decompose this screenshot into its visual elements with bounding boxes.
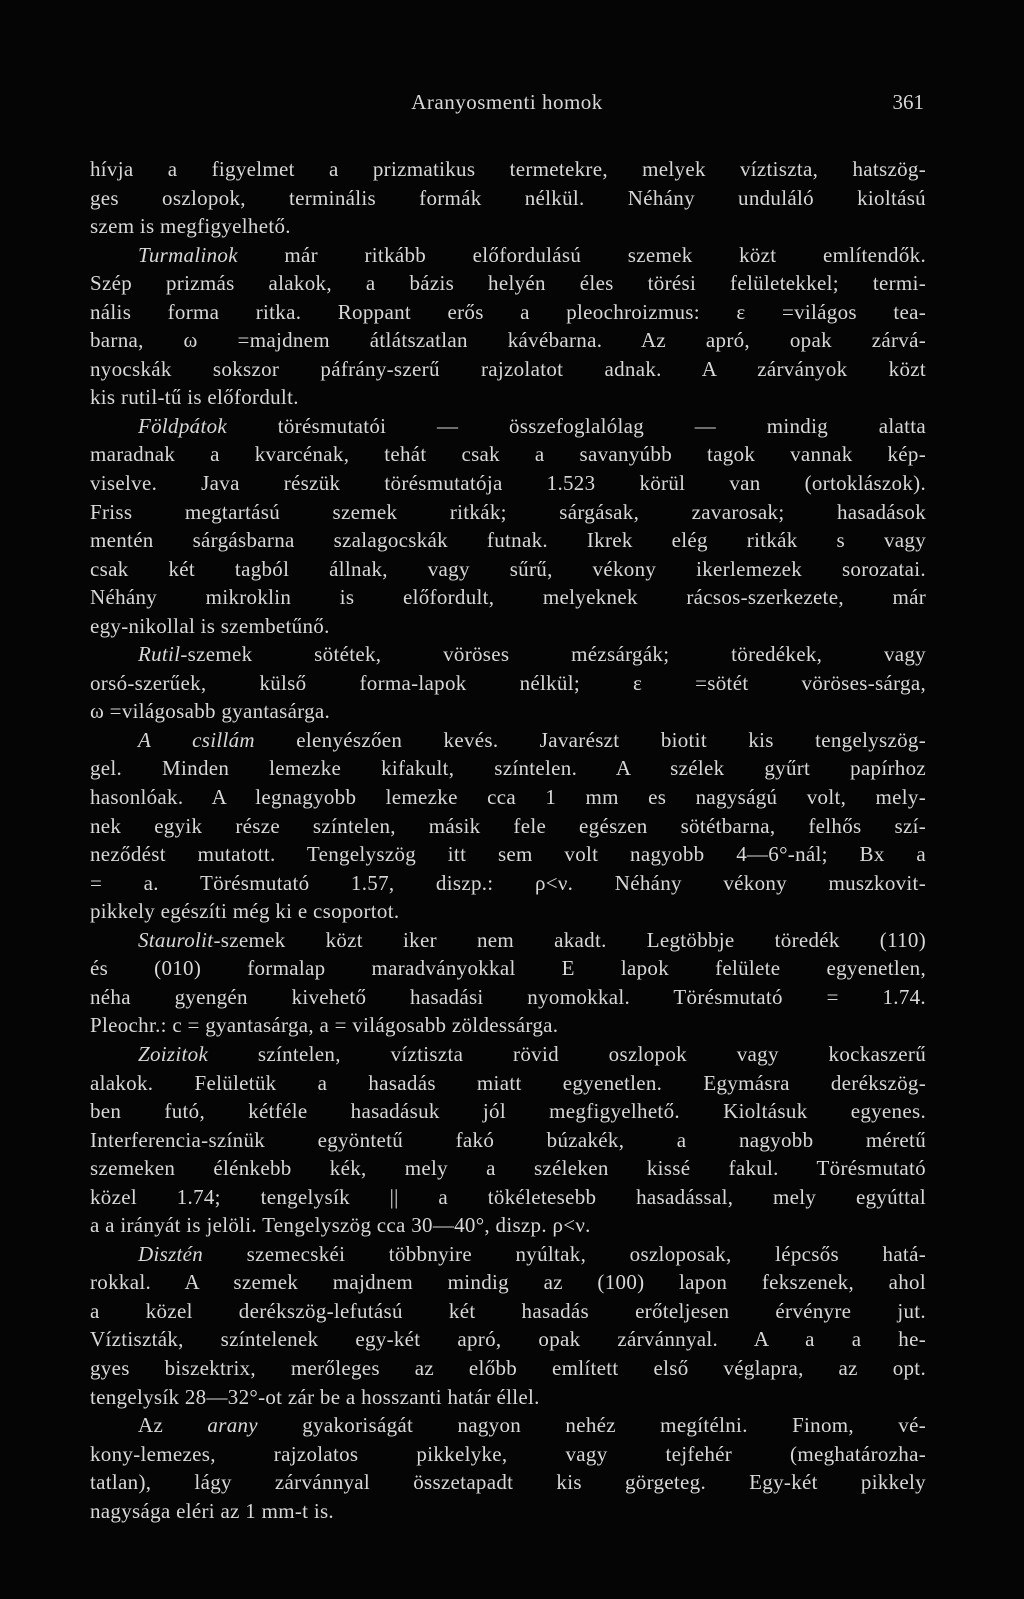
text-line bbox=[90, 754, 926, 783]
text-line bbox=[90, 1240, 926, 1269]
text-line bbox=[90, 1211, 926, 1240]
italic-term: A csillám bbox=[138, 727, 255, 752]
text-line bbox=[90, 212, 926, 241]
text-line bbox=[90, 555, 926, 584]
text-line bbox=[90, 469, 926, 498]
text-line bbox=[90, 869, 926, 898]
text-span: nek egyik része színtelen, másik fele egészen sötétbarna, felhős szí- bbox=[90, 813, 926, 838]
text-line bbox=[90, 1040, 926, 1069]
paragraph bbox=[90, 412, 926, 640]
text-line bbox=[90, 1268, 926, 1297]
text-span: nagysága eléri az 1 mm-t is. bbox=[90, 1498, 334, 1523]
body-text bbox=[90, 155, 926, 1525]
text-span: gyes biszektrix, merőleges az előbb említett első véglapra, az opt. bbox=[90, 1355, 926, 1380]
text-line bbox=[90, 1126, 926, 1155]
text-line bbox=[90, 783, 926, 812]
italic-term: Földpátok bbox=[138, 413, 228, 438]
text-line bbox=[90, 1440, 926, 1469]
text-span: kony-lemezes, rajzolatos pikkelyke, vagy tejfehér (meghatározha- bbox=[90, 1441, 926, 1466]
text-line bbox=[90, 697, 926, 726]
text-span: törésmutatói — összefoglalólag — mindig alatta bbox=[227, 413, 926, 438]
text-line bbox=[90, 184, 926, 213]
italic-term: arany bbox=[207, 1413, 258, 1438]
text-span: színtelen, víztiszta rövid oszlopok vagy kockaszerű bbox=[208, 1041, 926, 1066]
text-span: = a. Törésmutató 1.57, diszp.: ρ<ν. Néhány vékony muszkovit- bbox=[90, 870, 926, 895]
text-span: és (010) formalap maradványokkal E lapok felülete egyenetlen, bbox=[90, 956, 926, 981]
text-span: nyocskák sokszor páfrány-szerű rajzolatot adnak. A zárványok közt bbox=[90, 356, 926, 381]
text-line bbox=[90, 1354, 926, 1383]
text-span: egy-nikollal is szembetűnő. bbox=[90, 613, 330, 638]
paragraph bbox=[90, 241, 926, 412]
italic-term: Staurolit bbox=[138, 927, 214, 952]
text-line bbox=[90, 269, 926, 298]
text-span: ω =világosabb gyantasárga. bbox=[90, 699, 331, 724]
text-line bbox=[90, 1011, 926, 1040]
text-span: szemecskéi többnyire nyúltak, oszloposak, lépcsős hatá- bbox=[203, 1241, 926, 1266]
text-span: kis rutil-tű is előfordult. bbox=[90, 385, 299, 410]
text-line bbox=[90, 355, 926, 384]
text-span: tatlan), lágy zárvánnyal összetapadt kis görgeteg. Egy-két pikkely bbox=[90, 1470, 926, 1495]
paragraph bbox=[90, 926, 926, 1040]
text-span: néha gyengén kivehető hasadási nyomokkal. Törésmutató = 1.74. bbox=[90, 984, 926, 1009]
text-span: viselve. Java részük törésmutatója 1.523 körül van (ortoklászok). bbox=[90, 471, 926, 496]
text-span: Az bbox=[138, 1413, 208, 1438]
text-span: szem is megfigyelhető. bbox=[90, 214, 291, 239]
text-span: a közel derékszög-lefutású két hasadás erőteljesen érvényre jut. bbox=[90, 1298, 926, 1323]
text-line bbox=[90, 1069, 926, 1098]
text-span: rokkal. A szemek majdnem mindig az (100) lapon fekszenek, ahol bbox=[90, 1270, 926, 1295]
text-span: a a irányát is jelöli. Tengelyszög cca 30—40°, diszp. ρ<ν. bbox=[90, 1213, 591, 1238]
paragraph bbox=[90, 1040, 926, 1240]
text-line bbox=[90, 612, 926, 641]
text-line bbox=[90, 726, 926, 755]
text-span: pikkely egészíti még ki e csoportot. bbox=[90, 899, 400, 924]
text-line bbox=[90, 1325, 926, 1354]
text-line bbox=[90, 326, 926, 355]
text-line bbox=[90, 1183, 926, 1212]
text-line bbox=[90, 954, 926, 983]
text-span: maradnak a kvarcénak, tehát csak a savanyúbb tagok vannak kép- bbox=[90, 442, 926, 467]
text-line bbox=[90, 1154, 926, 1183]
text-line bbox=[90, 583, 926, 612]
text-line bbox=[90, 412, 926, 441]
italic-term: Disztén bbox=[138, 1241, 204, 1266]
italic-term: Turmalinok bbox=[138, 242, 238, 267]
text-line bbox=[90, 640, 926, 669]
text-span: -szemek sötétek, vöröses mézsárgák; töredékek, vagy bbox=[180, 642, 926, 667]
text-span: gyakoriságát nagyon nehéz megítélni. Finom, vé- bbox=[257, 1413, 926, 1438]
text-span: csak két tagból állnak, vagy sűrű, vékony ikerlemezek sorozatai. bbox=[90, 556, 926, 581]
text-span: Szép prizmás alakok, a bázis helyén éles törési felületekkel; termi- bbox=[90, 271, 926, 296]
text-span: -szemek közt iker nem akadt. Legtöbbje töredék (110) bbox=[213, 927, 926, 952]
text-line bbox=[90, 983, 926, 1012]
text-line bbox=[90, 1468, 926, 1497]
text-line bbox=[90, 840, 926, 869]
text-line bbox=[90, 298, 926, 327]
italic-term: Zoizitok bbox=[138, 1041, 209, 1066]
text-span: közel 1.74; tengelysík || a tökéletesebb hasadással, mely egyúttal bbox=[90, 1184, 926, 1209]
text-span: nális forma ritka. Roppant erős a pleochroizmus: ε =világos tea- bbox=[90, 299, 926, 324]
text-span: tengelysík 28—32°-ot zár be a hosszanti határ éllel. bbox=[90, 1384, 540, 1409]
text-span: Friss megtartású szemek ritkák; sárgásak, zavarosak; hasadások bbox=[90, 499, 926, 524]
text-span: gel. Minden lemezke kifakult, színtelen. A szélek gyűrt papírhoz bbox=[90, 756, 926, 781]
text-span: hasonlóak. A legnagyobb lemezke cca 1 mm es nagyságú volt, mely- bbox=[90, 785, 926, 810]
text-span: Víztiszták, színtelenek egy-két apró, opak zárvánnyal. A a a he- bbox=[90, 1327, 926, 1352]
text-line bbox=[90, 155, 926, 184]
text-span: neződést mutatott. Tengelyszög itt sem volt nagyobb 4—6°-nál; Bx a bbox=[90, 842, 926, 867]
text-line bbox=[90, 897, 926, 926]
text-span: szemeken élénkebb kék, mely a széleken kissé fakul. Törésmutató bbox=[90, 1156, 926, 1181]
running-title: Aranyosmenti homok bbox=[411, 90, 603, 114]
text-line bbox=[90, 1383, 926, 1412]
text-line bbox=[90, 241, 926, 270]
text-span: elenyészően kevés. Javarészt biotit kis tengelyszög- bbox=[254, 727, 927, 752]
page-header bbox=[90, 90, 924, 120]
paragraph bbox=[90, 726, 926, 926]
text-span: Néhány mikroklin is előfordult, melyeknek rácsos-szerkezete, már bbox=[90, 585, 926, 610]
text-span: orsó-szerűek, külső forma-lapok nélkül; ε =sötét vöröses-sárga, bbox=[90, 670, 926, 695]
text-span: ben futó, kétféle hasadásuk jól megfigyelhető. Kioltásuk egyenes. bbox=[90, 1099, 926, 1124]
text-line bbox=[90, 440, 926, 469]
text-line bbox=[90, 1097, 926, 1126]
text-line bbox=[90, 383, 926, 412]
text-line bbox=[90, 1411, 926, 1440]
text-span: ges oszlopok, terminális formák nélkül. Néhány unduláló kioltású bbox=[90, 185, 926, 210]
paragraph bbox=[90, 155, 926, 241]
text-span: már ritkább előfordulású szemek közt említendők. bbox=[237, 242, 926, 267]
paragraph bbox=[90, 1411, 926, 1525]
text-span: mentén sárgásbarna szalagocskák futnak. Ikrek elég ritkák s vagy bbox=[90, 528, 926, 553]
italic-term: Rutil bbox=[138, 642, 181, 667]
text-span: Pleochr.: c = gyantasárga, a = világosabb zöldessárga. bbox=[90, 1013, 559, 1038]
text-line bbox=[90, 812, 926, 841]
text-line bbox=[90, 1297, 926, 1326]
text-line bbox=[90, 1497, 926, 1526]
text-line bbox=[90, 526, 926, 555]
text-span: alakok. Felületük a hasadás miatt egyenetlen. Egymásra derékszög- bbox=[90, 1070, 926, 1095]
text-line bbox=[90, 498, 926, 527]
text-line bbox=[90, 669, 926, 698]
text-span: hívja a figyelmet a prizmatikus termetekre, melyek víztiszta, hatszög- bbox=[90, 157, 926, 181]
page-number: 361 bbox=[892, 90, 924, 114]
text-line bbox=[90, 926, 926, 955]
paragraph bbox=[90, 640, 926, 726]
paragraph bbox=[90, 1240, 926, 1411]
text-span: Interferencia-színük egyöntetű fakó búzakék, a nagyobb méretű bbox=[90, 1127, 926, 1152]
text-span: barna, ω =majdnem átlátszatlan kávébarna. Az apró, opak zárvá- bbox=[90, 328, 926, 353]
